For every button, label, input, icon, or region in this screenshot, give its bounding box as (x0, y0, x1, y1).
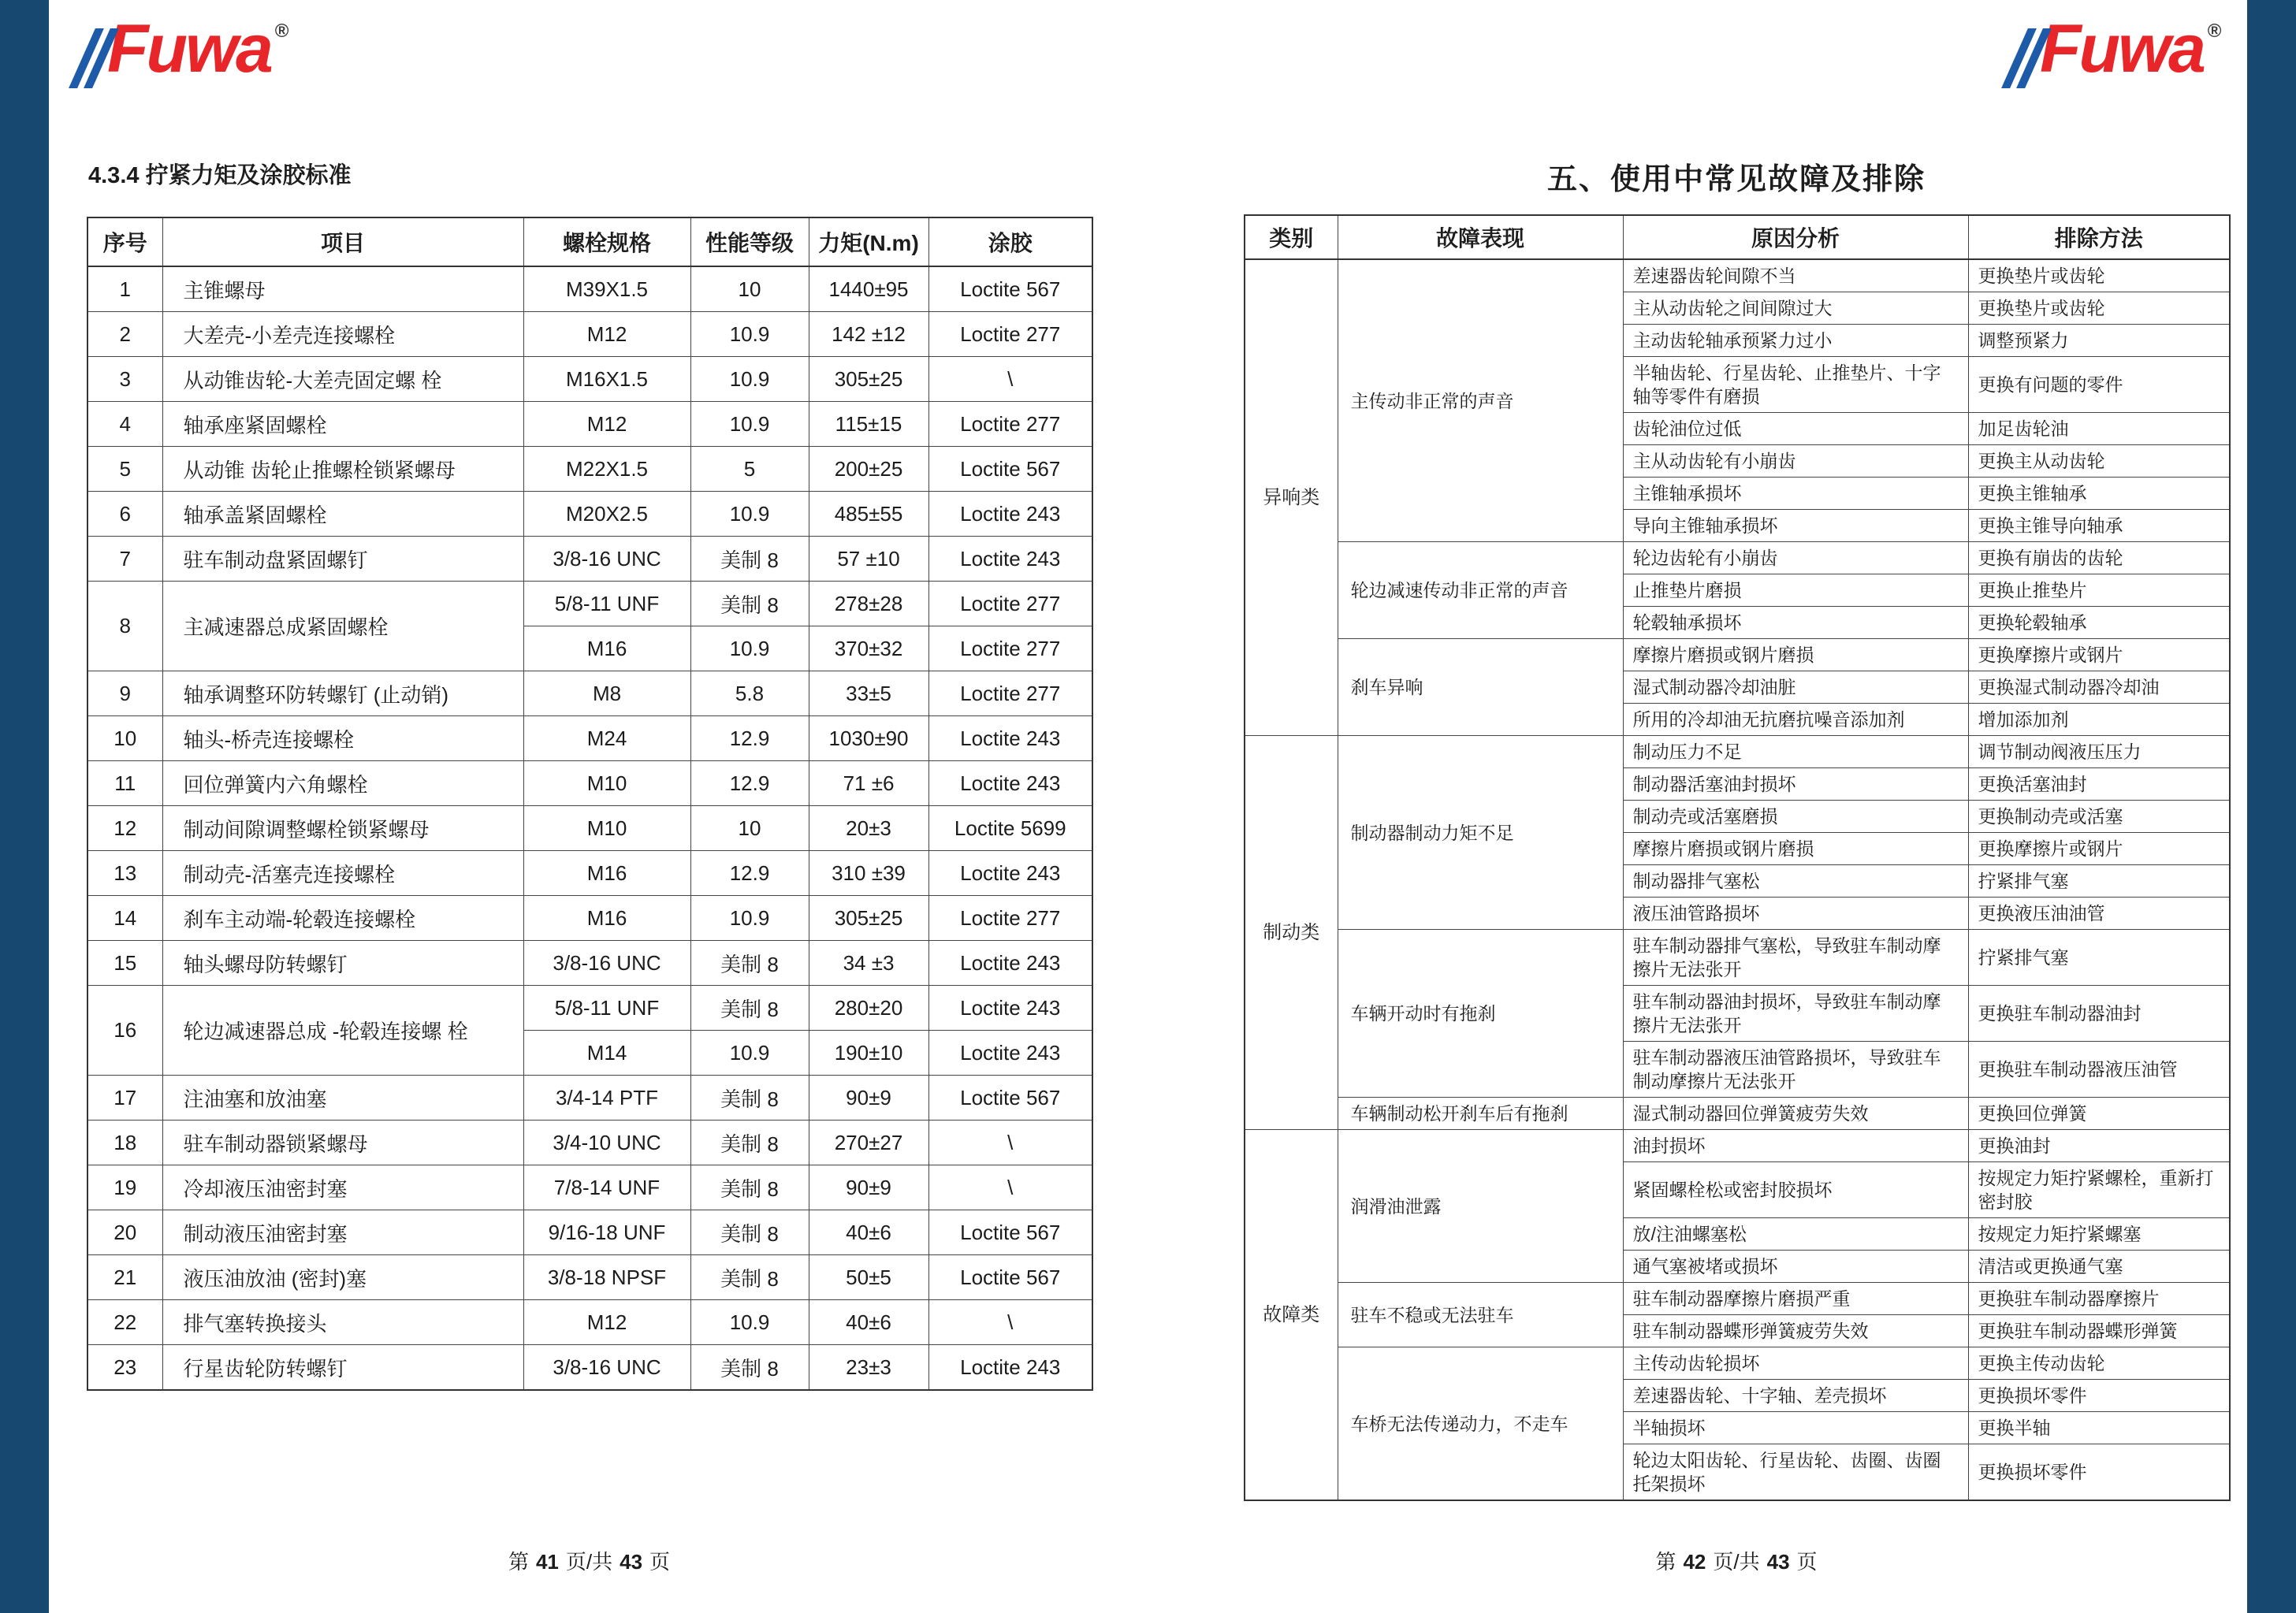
cause-cell: 止推垫片磨损 (1623, 574, 1968, 607)
remedy-cell: 更换止推垫片 (1968, 574, 2230, 607)
torque-cell: 305±25 (809, 896, 928, 941)
remedy-cell: 更换垫片或齿轮 (1968, 292, 2230, 325)
row-number-cell: 21 (87, 1255, 162, 1300)
glue-cell: Loctite 243 (928, 492, 1092, 537)
remedy-cell: 更换有崩齿的齿轮 (1968, 542, 2230, 574)
cause-cell: 主从动齿轮之间间隙过大 (1623, 292, 1968, 325)
cause-cell: 驻车制动器摩擦片磨损严重 (1623, 1283, 1968, 1315)
bolt-spec-cell: M12 (523, 402, 690, 447)
table-row (87, 537, 1092, 582)
footer-text: 页 (1796, 1550, 1818, 1574)
torque-cell: 90±9 (809, 1076, 928, 1121)
remedy-cell: 更换损坏零件 (1968, 1444, 2230, 1501)
symptom-cell: 主传动非正常的声音 (1338, 259, 1623, 542)
cause-cell: 制动压力不足 (1623, 736, 1968, 768)
table-row (87, 266, 1092, 312)
registered-trademark-icon: ® (274, 20, 289, 42)
glue-cell: Loctite 277 (928, 582, 1092, 626)
bolt-spec-cell: M39X1.5 (523, 266, 690, 312)
fuwa-logo-text: Fuwa (107, 11, 271, 87)
bolt-spec-cell: 9/16-18 UNF (523, 1210, 690, 1255)
troubleshooting-table (1244, 214, 2231, 1501)
torque-cell: 23±3 (809, 1345, 928, 1391)
glue-cell: \ (928, 1121, 1092, 1165)
torque-cell: 305±25 (809, 357, 928, 402)
table-row (87, 671, 1092, 716)
glue-cell: Loctite 243 (928, 1031, 1092, 1076)
symptom-cell: 车桥无法传递动力，不走车 (1338, 1347, 1623, 1501)
footer-text: 第 (1655, 1550, 1676, 1574)
remedy-cell: 更换主锥轴承 (1968, 478, 2230, 510)
bolt-spec-cell: 3/8-16 UNC (523, 941, 690, 986)
torque-cell: 40±6 (809, 1300, 928, 1345)
grade-cell: 10.9 (690, 357, 809, 402)
torque-table-body (87, 266, 1092, 1390)
torque-column-header: 序号 (87, 217, 162, 266)
cause-cell: 摩擦片磨损或钢片磨损 (1623, 833, 1968, 865)
torque-table-header (87, 217, 1092, 266)
bolt-spec-cell: M16 (523, 851, 690, 896)
torque-cell: 1030±90 (809, 716, 928, 761)
glue-cell: Loctite 243 (928, 761, 1092, 806)
item-cell: 轴承座紧固螺栓 (162, 402, 523, 447)
symptom-cell: 驻车不稳或无法驻车 (1338, 1283, 1623, 1347)
torque-cell: 1440±95 (809, 266, 928, 312)
grade-cell: 美制 8 (690, 986, 809, 1031)
item-cell: 轴承盖紧固螺栓 (162, 492, 523, 537)
torque-cell: 200±25 (809, 447, 928, 492)
bolt-spec-cell: M12 (523, 312, 690, 357)
remedy-cell: 增加添加剂 (1968, 704, 2230, 736)
remedy-cell: 加足齿轮油 (1968, 413, 2230, 445)
remedy-cell: 更换损坏零件 (1968, 1380, 2230, 1412)
glue-cell: \ (928, 1165, 1092, 1210)
row-number-cell: 16 (87, 986, 162, 1076)
footer-total-pages: 43 (1766, 1550, 1790, 1574)
symptom-cell: 润滑油泄露 (1338, 1130, 1623, 1283)
bolt-spec-cell: M8 (523, 671, 690, 716)
cause-cell: 导向主锥轴承损坏 (1623, 510, 1968, 542)
bolt-spec-cell: M10 (523, 761, 690, 806)
item-cell: 驻车制动盘紧固螺钉 (162, 537, 523, 582)
grade-cell: 美制 8 (690, 1255, 809, 1300)
footer-text: 第 (508, 1550, 529, 1574)
table-row (87, 582, 1092, 626)
remedy-cell: 更换轮毂轴承 (1968, 607, 2230, 639)
fuwa-logo-right (2015, 11, 2222, 88)
remedy-cell: 更换油封 (1968, 1130, 2230, 1162)
item-cell: 轴承调整环防转螺钉 (止动销) (162, 671, 523, 716)
cause-cell: 半轴齿轮、行星齿轮、止推垫片、十字轴等零件有磨损 (1623, 357, 1968, 413)
cause-cell: 半轴损坏 (1623, 1412, 1968, 1444)
grade-cell: 美制 8 (690, 1121, 809, 1165)
table-row (87, 492, 1092, 537)
cause-cell: 制动器活塞油封损坏 (1623, 768, 1968, 801)
registered-trademark-icon: ® (2207, 20, 2222, 42)
glue-cell: Loctite 243 (928, 537, 1092, 582)
torque-cell: 370±32 (809, 626, 928, 671)
table-row (1245, 639, 2230, 671)
grade-cell: 10.9 (690, 492, 809, 537)
grade-cell: 12.9 (690, 716, 809, 761)
row-number-cell: 12 (87, 806, 162, 851)
fault-column-header: 故障表现 (1338, 215, 1623, 259)
fault-column-header: 类别 (1245, 215, 1338, 259)
glue-cell: Loctite 277 (928, 312, 1092, 357)
torque-cell: 310 ±39 (809, 851, 928, 896)
bolt-spec-cell: 3/4-10 UNC (523, 1121, 690, 1165)
glue-cell: Loctite 567 (928, 447, 1092, 492)
symptom-cell: 制动器制动力矩不足 (1338, 736, 1623, 930)
remedy-cell: 更换制动壳或活塞 (1968, 801, 2230, 833)
glue-cell: Loctite 567 (928, 1076, 1092, 1121)
table-row (87, 896, 1092, 941)
grade-cell: 美制 8 (690, 1345, 809, 1391)
torque-cell: 40±6 (809, 1210, 928, 1255)
table-row (1245, 542, 2230, 574)
bolt-spec-cell: M14 (523, 1031, 690, 1076)
torque-table (87, 217, 1093, 1391)
grade-cell: 10.9 (690, 896, 809, 941)
cause-cell: 主传动齿轮损坏 (1623, 1347, 1968, 1380)
row-number-cell: 17 (87, 1076, 162, 1121)
grade-cell: 10 (690, 806, 809, 851)
torque-cell: 115±15 (809, 402, 928, 447)
table-row (87, 1300, 1092, 1345)
glue-cell: Loctite 277 (928, 626, 1092, 671)
cause-cell: 驻车制动器油封损坏，导致驻车制动摩擦片无法张开 (1623, 986, 1968, 1042)
glue-cell: Loctite 243 (928, 1345, 1092, 1391)
row-number-cell: 7 (87, 537, 162, 582)
cause-cell: 制动壳或活塞磨损 (1623, 801, 1968, 833)
torque-cell: 142 ±12 (809, 312, 928, 357)
footer-text: 页/共 (565, 1550, 613, 1574)
item-cell: 从动锥齿轮-大差壳固定螺 栓 (162, 357, 523, 402)
grade-cell: 5 (690, 447, 809, 492)
category-cell: 故障类 (1245, 1130, 1338, 1501)
torque-column-header: 力矩(N.m) (809, 217, 928, 266)
item-cell: 刹车主动端-轮毂连接螺栓 (162, 896, 523, 941)
cause-cell: 轮边齿轮有小崩齿 (1623, 542, 1968, 574)
remedy-cell: 更换主锥导向轴承 (1968, 510, 2230, 542)
glue-cell: Loctite 5699 (928, 806, 1092, 851)
grade-cell: 美制 8 (690, 582, 809, 626)
symptom-cell: 轮边减速传动非正常的声音 (1338, 542, 1623, 639)
item-cell: 制动间隙调整螺栓锁紧螺母 (162, 806, 523, 851)
item-cell: 大差壳-小差壳连接螺栓 (162, 312, 523, 357)
torque-column-header: 性能等级 (690, 217, 809, 266)
glue-cell: Loctite 567 (928, 1255, 1092, 1300)
row-number-cell: 15 (87, 941, 162, 986)
grade-cell: 12.9 (690, 851, 809, 896)
remedy-cell: 更换主从动齿轮 (1968, 445, 2230, 478)
item-cell: 轴头-桥壳连接螺栓 (162, 716, 523, 761)
table-row (1245, 1130, 2230, 1162)
remedy-cell: 更换回位弹簧 (1968, 1098, 2230, 1130)
glue-cell: Loctite 277 (928, 671, 1092, 716)
torque-cell: 33±5 (809, 671, 928, 716)
bolt-spec-cell: 7/8-14 UNF (523, 1165, 690, 1210)
row-number-cell: 1 (87, 266, 162, 312)
table-row (87, 447, 1092, 492)
fault-column-header: 排除方法 (1968, 215, 2230, 259)
footer-text: 页 (649, 1550, 671, 1574)
grade-cell: 10.9 (690, 1300, 809, 1345)
glue-cell: Loctite 567 (928, 1210, 1092, 1255)
footer-text: 页/共 (1713, 1550, 1760, 1574)
item-cell: 制动壳-活塞壳连接螺栓 (162, 851, 523, 896)
item-cell: 主减速器总成紧固螺栓 (162, 582, 523, 671)
remedy-cell: 更换摩擦片或钢片 (1968, 833, 2230, 865)
table-row (87, 1210, 1092, 1255)
table-row (1245, 259, 2230, 292)
cause-cell: 轮毂轴承损坏 (1623, 607, 1968, 639)
remedy-cell: 拧紧排气塞 (1968, 865, 2230, 898)
table-row (87, 1121, 1092, 1165)
row-number-cell: 3 (87, 357, 162, 402)
cause-cell: 驻车制动器蝶形弹簧疲劳失效 (1623, 1315, 1968, 1347)
glue-cell: Loctite 243 (928, 716, 1092, 761)
troubleshooting-table-body (1245, 259, 2230, 1500)
glue-cell: Loctite 243 (928, 851, 1092, 896)
torque-cell: 190±10 (809, 1031, 928, 1076)
bolt-spec-cell: 3/8-16 UNC (523, 1345, 690, 1391)
torque-cell: 278±28 (809, 582, 928, 626)
bolt-spec-cell: M20X2.5 (523, 492, 690, 537)
torque-cell: 270±27 (809, 1121, 928, 1165)
footer-total-pages: 43 (620, 1550, 643, 1574)
cause-cell: 差速器齿轮、十字轴、差壳损坏 (1623, 1380, 1968, 1412)
fault-column-header: 原因分析 (1623, 215, 1968, 259)
table-row (87, 761, 1092, 806)
bolt-spec-cell: M12 (523, 1300, 690, 1345)
remedy-cell: 更换湿式制动器冷却油 (1968, 671, 2230, 704)
grade-cell: 美制 8 (690, 537, 809, 582)
left-edge-band (0, 0, 49, 1613)
cause-cell: 差速器齿轮间隙不当 (1623, 259, 1968, 292)
table-row (1245, 736, 2230, 768)
item-cell: 轮边减速器总成 -轮毂连接螺 栓 (162, 986, 523, 1076)
footer-page-number: 42 (1683, 1550, 1706, 1574)
torque-cell: 485±55 (809, 492, 928, 537)
grade-cell: 美制 8 (690, 1210, 809, 1255)
fuwa-logo-text: Fuwa (2040, 11, 2204, 87)
table-row (87, 1076, 1092, 1121)
item-cell: 注油塞和放油塞 (162, 1076, 523, 1121)
table-row (1245, 1347, 2230, 1380)
row-number-cell: 20 (87, 1210, 162, 1255)
remedy-cell: 拧紧排气塞 (1968, 930, 2230, 986)
grade-cell: 10 (690, 266, 809, 312)
remedy-cell: 更换有问题的零件 (1968, 357, 2230, 413)
grade-cell: 美制 8 (690, 1076, 809, 1121)
grade-cell: 10.9 (690, 626, 809, 671)
item-cell: 液压油放油 (密封)塞 (162, 1255, 523, 1300)
row-number-cell: 6 (87, 492, 162, 537)
grade-cell: 12.9 (690, 761, 809, 806)
table-row (87, 1165, 1092, 1210)
table-row (87, 941, 1092, 986)
row-number-cell: 14 (87, 896, 162, 941)
row-number-cell: 10 (87, 716, 162, 761)
table-row (87, 716, 1092, 761)
category-cell: 异响类 (1245, 259, 1338, 736)
cause-cell: 驻车制动器排气塞松，导致驻车制动摩擦片无法张开 (1623, 930, 1968, 986)
remedy-cell: 按规定力矩拧紧螺栓，重新打密封胶 (1968, 1162, 2230, 1218)
remedy-cell: 更换液压油油管 (1968, 898, 2230, 930)
table-row (87, 357, 1092, 402)
row-number-cell: 5 (87, 447, 162, 492)
item-cell: 主锥螺母 (162, 266, 523, 312)
cause-cell: 放/注油螺塞松 (1623, 1218, 1968, 1251)
item-cell: 回位弹簧内六角螺栓 (162, 761, 523, 806)
bolt-spec-cell: M24 (523, 716, 690, 761)
glue-cell: \ (928, 1300, 1092, 1345)
row-number-cell: 11 (87, 761, 162, 806)
remedy-cell: 更换垫片或齿轮 (1968, 259, 2230, 292)
row-number-cell: 2 (87, 312, 162, 357)
cause-cell: 油封损坏 (1623, 1130, 1968, 1162)
item-cell: 制动液压油密封塞 (162, 1210, 523, 1255)
row-number-cell: 23 (87, 1345, 162, 1391)
grade-cell: 10.9 (690, 402, 809, 447)
row-number-cell: 13 (87, 851, 162, 896)
item-cell: 驻车制动器锁紧螺母 (162, 1121, 523, 1165)
left-page-footer (87, 1546, 1092, 1575)
torque-cell: 71 ±6 (809, 761, 928, 806)
torque-cell: 280±20 (809, 986, 928, 1031)
table-row (1245, 1283, 2230, 1315)
glue-cell: Loctite 567 (928, 266, 1092, 312)
item-cell: 冷却液压油密封塞 (162, 1165, 523, 1210)
item-cell: 从动锥 齿轮止推螺栓锁紧螺母 (162, 447, 523, 492)
table-row (87, 806, 1092, 851)
bolt-spec-cell: M16X1.5 (523, 357, 690, 402)
grade-cell: 5.8 (690, 671, 809, 716)
right-edge-band (2247, 0, 2296, 1613)
bolt-spec-cell: M22X1.5 (523, 447, 690, 492)
table-row (1245, 1098, 2230, 1130)
cause-cell: 主从动齿轮有小崩齿 (1623, 445, 1968, 478)
table-row (87, 986, 1092, 1031)
torque-cell: 57 ±10 (809, 537, 928, 582)
table-row (87, 402, 1092, 447)
cause-cell: 制动器排气塞松 (1623, 865, 1968, 898)
cause-cell: 主锥轴承损坏 (1623, 478, 1968, 510)
troubleshooting-table-header (1245, 215, 2230, 259)
torque-cell: 50±5 (809, 1255, 928, 1300)
table-row (87, 1255, 1092, 1300)
remedy-cell: 按规定力矩拧紧螺塞 (1968, 1218, 2230, 1251)
remedy-cell: 更换驻车制动器液压油管 (1968, 1042, 2230, 1098)
torque-column-header: 项目 (162, 217, 523, 266)
fuwa-logo-left (82, 11, 289, 88)
item-cell: 行星齿轮防转螺钉 (162, 1345, 523, 1391)
cause-cell: 液压油管路损坏 (1623, 898, 1968, 930)
remedy-cell: 更换摩擦片或钢片 (1968, 639, 2230, 671)
item-cell: 排气塞转换接头 (162, 1300, 523, 1345)
remedy-cell: 更换活塞油封 (1968, 768, 2230, 801)
bolt-spec-cell: 3/4-14 PTF (523, 1076, 690, 1121)
remedy-cell: 更换主传动齿轮 (1968, 1347, 2230, 1380)
row-number-cell: 19 (87, 1165, 162, 1210)
cause-cell: 摩擦片磨损或钢片磨损 (1623, 639, 1968, 671)
row-number-cell: 8 (87, 582, 162, 671)
grade-cell: 美制 8 (690, 941, 809, 986)
glue-cell: Loctite 243 (928, 986, 1092, 1031)
glue-cell: Loctite 277 (928, 896, 1092, 941)
cause-cell: 驻车制动器液压油管路损坏，导致驻车制动摩擦片无法张开 (1623, 1042, 1968, 1098)
right-page-footer (1244, 1546, 2229, 1575)
bolt-spec-cell: M10 (523, 806, 690, 851)
torque-cell: 34 ±3 (809, 941, 928, 986)
cause-cell: 湿式制动器回位弹簧疲劳失效 (1623, 1098, 1968, 1130)
table-row (87, 312, 1092, 357)
remedy-cell: 调整预紧力 (1968, 325, 2230, 357)
table-row (87, 1345, 1092, 1391)
cause-cell: 所用的冷却油无抗磨抗噪音添加剂 (1623, 704, 1968, 736)
row-number-cell: 22 (87, 1300, 162, 1345)
remedy-cell: 更换驻车制动器油封 (1968, 986, 2230, 1042)
remedy-cell: 清洁或更换通气塞 (1968, 1251, 2230, 1283)
torque-column-header: 螺栓规格 (523, 217, 690, 266)
cause-cell: 齿轮油位过低 (1623, 413, 1968, 445)
cause-cell: 紧固螺栓松或密封胶损坏 (1623, 1162, 1968, 1218)
bolt-spec-cell: M16 (523, 626, 690, 671)
left-page-section-title: 4.3.4 拧紧力矩及涂胶标准 (88, 163, 352, 188)
grade-cell: 美制 8 (690, 1165, 809, 1210)
cause-cell: 通气塞被堵或损坏 (1623, 1251, 1968, 1283)
grade-cell: 10.9 (690, 1031, 809, 1076)
remedy-cell: 更换驻车制动器蝶形弹簧 (1968, 1315, 2230, 1347)
bolt-spec-cell: M16 (523, 896, 690, 941)
bolt-spec-cell: 5/8-11 UNF (523, 986, 690, 1031)
remedy-cell: 更换半轴 (1968, 1412, 2230, 1444)
remedy-cell: 更换驻车制动器摩擦片 (1968, 1283, 2230, 1315)
row-number-cell: 9 (87, 671, 162, 716)
glue-cell: \ (928, 357, 1092, 402)
bolt-spec-cell: 3/8-16 UNC (523, 537, 690, 582)
cause-cell: 主动齿轮轴承预紧力过小 (1623, 325, 1968, 357)
row-number-cell: 18 (87, 1121, 162, 1165)
glue-cell: Loctite 243 (928, 941, 1092, 986)
torque-column-header: 涂胶 (928, 217, 1092, 266)
symptom-cell: 刹车异响 (1338, 639, 1623, 736)
remedy-cell: 调节制动阀液压压力 (1968, 736, 2230, 768)
grade-cell: 10.9 (690, 312, 809, 357)
item-cell: 轴头螺母防转螺钉 (162, 941, 523, 986)
bolt-spec-cell: 3/8-18 NPSF (523, 1255, 690, 1300)
footer-page-number: 41 (535, 1550, 559, 1574)
category-cell: 制动类 (1245, 736, 1338, 1130)
table-row (87, 851, 1092, 896)
symptom-cell: 车辆开动时有拖刹 (1338, 930, 1623, 1098)
torque-cell: 20±3 (809, 806, 928, 851)
table-row (1245, 930, 2230, 986)
torque-cell: 90±9 (809, 1165, 928, 1210)
bolt-spec-cell: 5/8-11 UNF (523, 582, 690, 626)
symptom-cell: 车辆制动松开刹车后有拖刹 (1338, 1098, 1623, 1130)
row-number-cell: 4 (87, 402, 162, 447)
right-page-title: 五、使用中常见故障及排除 (1546, 163, 1926, 196)
glue-cell: Loctite 277 (928, 402, 1092, 447)
cause-cell: 轮边太阳齿轮、行星齿轮、齿圈、齿圈托架损坏 (1623, 1444, 1968, 1501)
cause-cell: 湿式制动器冷却油脏 (1623, 671, 1968, 704)
